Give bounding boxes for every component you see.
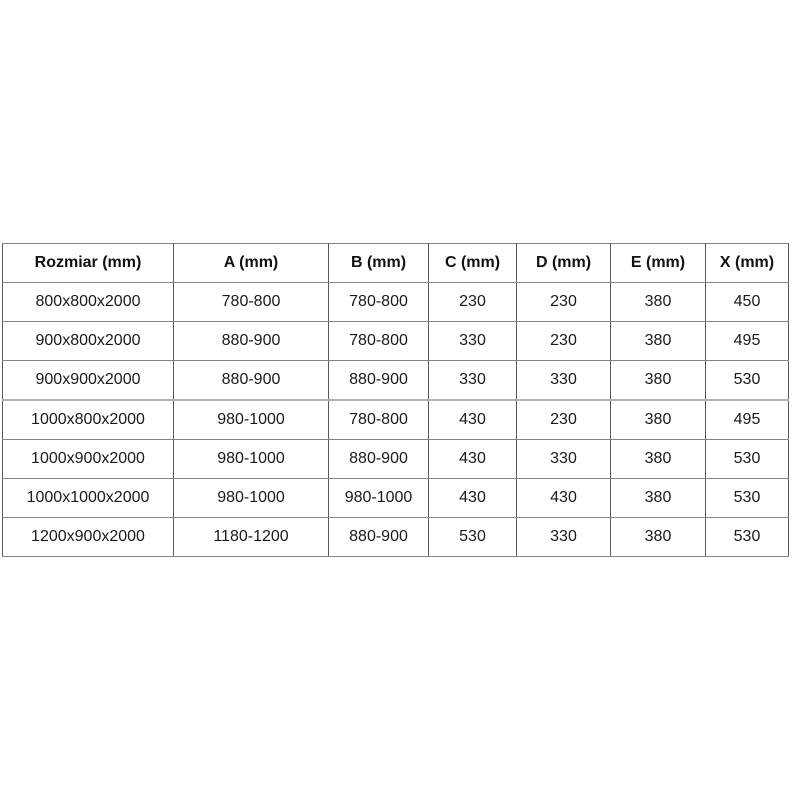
table-cell: 780-800 [329, 283, 429, 322]
table-cell: 495 [706, 400, 789, 440]
header-cell-b: B (mm) [329, 244, 429, 283]
table-cell: 800x800x2000 [3, 283, 174, 322]
table-row [3, 400, 789, 440]
table-cell: 495 [706, 322, 789, 361]
table-cell: 330 [429, 361, 517, 401]
table-cell: 980-1000 [174, 440, 329, 479]
table-cell: 1000x800x2000 [3, 400, 174, 440]
header-cell-rozmiar: Rozmiar (mm) [3, 244, 174, 283]
header-row [3, 244, 789, 283]
table-cell: 450 [706, 283, 789, 322]
header-cell-e: E (mm) [611, 244, 706, 283]
table-header [3, 244, 789, 283]
table-cell: 900x800x2000 [3, 322, 174, 361]
table-cell: 530 [706, 479, 789, 518]
table-cell: 780-800 [329, 322, 429, 361]
table-cell: 380 [611, 440, 706, 479]
size-table [2, 243, 789, 557]
table-cell: 980-1000 [174, 400, 329, 440]
table-cell: 780-800 [329, 400, 429, 440]
table-cell: 330 [517, 361, 611, 401]
header-cell-a: A (mm) [174, 244, 329, 283]
table-cell: 380 [611, 400, 706, 440]
table-cell: 430 [517, 479, 611, 518]
table-cell: 330 [517, 440, 611, 479]
table-cell: 430 [429, 440, 517, 479]
table-cell: 380 [611, 479, 706, 518]
table-cell: 880-900 [174, 361, 329, 401]
table-cell: 1000x1000x2000 [3, 479, 174, 518]
table-cell: 1180-1200 [174, 518, 329, 557]
table-cell: 380 [611, 283, 706, 322]
table-cell: 530 [706, 440, 789, 479]
table-cell: 980-1000 [329, 479, 429, 518]
table-cell: 900x900x2000 [3, 361, 174, 401]
table-cell: 230 [517, 400, 611, 440]
table-body [3, 283, 789, 557]
table-cell: 230 [517, 322, 611, 361]
header-cell-c: C (mm) [429, 244, 517, 283]
table-row [3, 518, 789, 557]
table-cell: 530 [706, 518, 789, 557]
table-cell: 780-800 [174, 283, 329, 322]
table-cell: 530 [706, 361, 789, 401]
table-row [3, 479, 789, 518]
table-cell: 530 [429, 518, 517, 557]
table-cell: 330 [429, 322, 517, 361]
table-cell: 380 [611, 361, 706, 401]
table-cell: 1000x900x2000 [3, 440, 174, 479]
size-table-container [2, 243, 789, 557]
table-cell: 1200x900x2000 [3, 518, 174, 557]
table-cell: 330 [517, 518, 611, 557]
table-cell: 880-900 [174, 322, 329, 361]
table-cell: 430 [429, 479, 517, 518]
table-cell: 880-900 [329, 440, 429, 479]
table-cell: 880-900 [329, 361, 429, 401]
table-cell: 980-1000 [174, 479, 329, 518]
header-cell-d: D (mm) [517, 244, 611, 283]
table-cell: 380 [611, 322, 706, 361]
table-cell: 230 [517, 283, 611, 322]
table-row [3, 322, 789, 361]
table-cell: 380 [611, 518, 706, 557]
table-row [3, 440, 789, 479]
header-cell-x: X (mm) [706, 244, 789, 283]
table-cell: 430 [429, 400, 517, 440]
table-cell: 880-900 [329, 518, 429, 557]
table-cell: 230 [429, 283, 517, 322]
table-row [3, 361, 789, 401]
table-row [3, 283, 789, 322]
